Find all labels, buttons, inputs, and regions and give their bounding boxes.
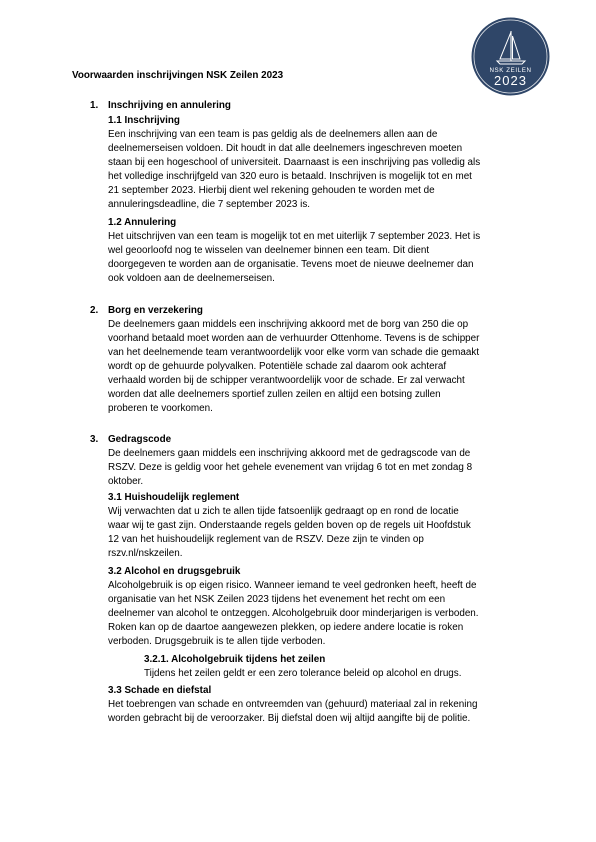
- paragraph-line: Roken kan op de daartoe aangewezen plekken, op iedere andere locatie is roken: [108, 622, 464, 633]
- paragraph-line: het volledige inschrijfgeld van 320 euro is betaald. Inschrijven is mogelijk tot en met: [108, 171, 472, 182]
- paragraph-line: De deelnemers gaan middels een inschrijving akkoord met de borg van 250 die op: [108, 319, 469, 330]
- paragraph-line: annuleringsdeadline, die 7 september 2023 is.: [108, 199, 311, 210]
- paragraph-line: Alcoholgebruik is op eigen risico. Wanneer iemand te veel gedronken heeft, heeft de: [108, 580, 477, 591]
- paragraph-line: rszv.nl/nskzeilen.: [108, 548, 183, 559]
- section-heading: Gedragscode: [108, 434, 172, 445]
- paragraph-line: Wij verwachten dat u zich te allen tijde fatsoenlijk gedraagt op en rond de locatie: [108, 506, 459, 517]
- paragraph-line: worden dat alle deelnemers sportief zullen zeilen en altijd een botsing zullen: [108, 389, 441, 400]
- paragraph-line: 12 van het huishoudelijk reglement van de RSZV. Deze zijn te vinden op: [108, 534, 424, 545]
- paragraph-line: waar wij te gast zijn. Onderstaande regels gelden boven op de regels uit Hoofdstuk: [108, 520, 471, 531]
- paragraph-line: Tijdens het zeilen geldt er een zero tolerance beleid op alcohol en drugs.: [144, 668, 462, 679]
- paragraph-line: verhaald worden bij de schipper verantwoordelijk voor de schade. Er zal verwacht: [108, 375, 465, 386]
- paragraph-line: Een inschrijving van een team is pas geldig als de deelnemers allen aan de: [108, 129, 438, 140]
- paragraph-line: worden gebracht bij de veroorzaker. Bij diefstal doen wij altijd aangifte bij de politie.: [108, 713, 471, 724]
- logo-name-text: NSK ZEILEN: [489, 67, 532, 74]
- subsection-heading: 1.1 Inschrijving: [108, 115, 180, 126]
- paragraph-line: verboden. Drugsgebruik is te allen tijde verboden.: [108, 636, 326, 647]
- paragraph-line: deelnemerseisen voldoen. Dit houdt in dat alle deelnemers ingeschreven moeten: [108, 143, 463, 154]
- paragraph-line: organisatie van het NSK Zeilen 2023 tijdens het evenement het recht om een: [108, 594, 446, 605]
- section-number: 1.: [90, 100, 99, 111]
- subsection-heading: 1.2 Annulering: [108, 217, 177, 228]
- logo-year-text: 2023: [494, 73, 527, 88]
- paragraph-line: 21 september 2023. Hierbij dient wel rekening gehouden te worden met de: [108, 185, 435, 196]
- subsection-heading: 3.3 Schade en diefstal: [108, 685, 212, 696]
- paragraph-line: oktober.: [108, 476, 144, 487]
- subsubsection-heading: 3.2.1. Alcoholgebruik tijdens het zeilen: [144, 654, 326, 665]
- section-number: 3.: [90, 434, 99, 445]
- paragraph-line: proberen te voorkomen.: [108, 403, 213, 414]
- paragraph-line: Het toebrengen van schade en ontvreemden van (gehuurd) materiaal zal in rekening: [108, 699, 478, 710]
- paragraph-line: van het deelnemende team verantwoordelijk voor elke vorm van schade die gemaakt: [108, 347, 480, 358]
- paragraph-line: staan bij een hogeschool of universiteit. Daarnaast is een inschrijving pas volledig als: [108, 157, 481, 168]
- sailboat-icon: [471, 17, 550, 96]
- section-number: 2.: [90, 305, 99, 316]
- paragraph-line: wordt op de gehuurde polyvalken. Potentiële schade zal daarom ook achteraf: [108, 361, 447, 372]
- paragraph-line: doorgegeven te worden aan de organisatie. Tevens moet de nieuwe deelnemer dan: [108, 259, 474, 270]
- paragraph-line: ook voldoen aan de deelnemerseisen.: [108, 273, 275, 284]
- nsk-zeilen-logo: [471, 17, 550, 96]
- section-heading: Borg en verzekering: [108, 305, 203, 316]
- paragraph-line: RSZV. Deze is geldig voor het gehele evenement van vrijdag 6 tot en met zondag 8: [108, 462, 473, 473]
- paragraph-line: wel geoorloofd nog te wisselen van deelnemer binnen een team. Dit dient: [108, 245, 430, 256]
- paragraph-line: voorhand betaald moet worden aan de verhuurder Ottenhome. Tevens is de schipper: [108, 333, 480, 344]
- paragraph-line: De deelnemers gaan middels een inschrijving akkoord met de gedragscode van de: [108, 448, 471, 459]
- subsection-heading: 3.2 Alcohol en drugsgebruik: [108, 566, 241, 577]
- page-title: Voorwaarden inschrijvingen NSK Zeilen 2023: [72, 70, 284, 81]
- subsection-heading: 3.1 Huishoudelijk reglement: [108, 492, 240, 503]
- paragraph-line: Het uitschrijven van een team is mogelijk tot en met uiterlijk 7 september 2023. Het is: [108, 231, 481, 242]
- section-heading: Inschrijving en annulering: [108, 100, 231, 111]
- paragraph-line: deelnemer van alcohol te ontzeggen. Alcoholgebruik door minderjarigen is verboden.: [108, 608, 479, 619]
